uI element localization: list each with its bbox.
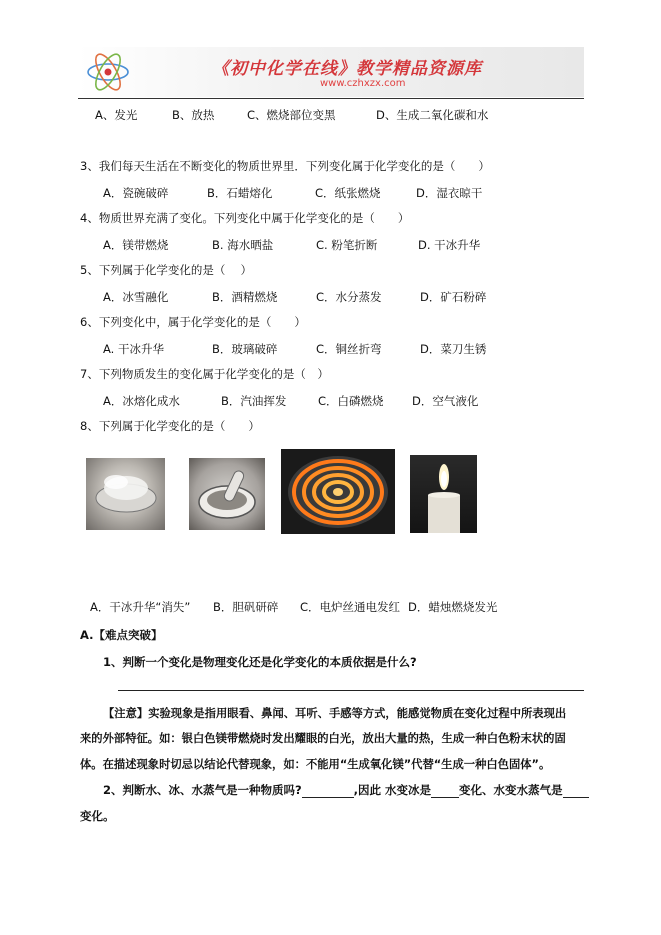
q7-option-d: D．空气液化 (412, 394, 479, 408)
q5-option-a: A．冰雪融化 (103, 290, 169, 304)
note-line-3: 体。在描述现象时切忌以结论代替现象，如：不能用“生成氧化镁”代替“生成一种白色固体”。 (80, 758, 551, 771)
q8-option-a: A．干冰升华“消失” (90, 600, 191, 614)
electric-stove-image (281, 449, 395, 534)
q6-option-b: B．玻璃破碎 (212, 342, 278, 356)
section-q1: 1、判断一个变化是物理变化还是化学变化的本质依据是什么? (103, 655, 417, 669)
q8-option-c: C．电炉丝通电发红 (300, 600, 401, 614)
q2-blank-2[interactable] (431, 785, 459, 798)
q5-option-c: C．水分蒸发 (316, 290, 382, 304)
dry-ice-image (86, 458, 165, 530)
q3-option-c: C．纸张燃烧 (315, 186, 381, 200)
q2-text-3: 变化、水变水蒸气是 (459, 783, 563, 797)
q6-option-d: D．菜刀生锈 (420, 342, 487, 356)
q-prev-option-c: C、燃烧部位变黑 (247, 108, 336, 122)
q8-stem: 8、下列属于化学变化的是（ ） (80, 419, 260, 433)
q3-stem: 3、我们每天生活在不断变化的物质世界里．下列变化属于化学变化的是（ ） (80, 159, 490, 173)
q6-option-c: C．铜丝折弯 (316, 342, 382, 356)
q2-text-2: ,因此 水变冰是 (353, 783, 432, 797)
q3-option-d: D．湿衣晾干 (416, 186, 483, 200)
q-prev-option-b: B、放热 (172, 108, 215, 122)
note-line-1: 【注意】实验现象是指用眼看、鼻闻、耳听、手感等方式，能感觉物质在变化过程中所表现出 (103, 707, 567, 720)
q-prev-option-d: D、生成二氧化碳和水 (376, 108, 489, 122)
q3-option-b: B．石蜡熔化 (207, 186, 273, 200)
q2-tail: 变化。 (80, 809, 115, 823)
section-q2 (103, 782, 589, 798)
answer-line (118, 690, 584, 691)
header-divider (78, 98, 584, 99)
brand-title: 《初中化学在线》教学精品资源库 (212, 59, 482, 79)
q2-text-1: 2、判断水、冰、水蒸气是一种物质吗? (103, 783, 302, 797)
section-heading: A.【难点突破】 (80, 628, 163, 642)
q6-option-a: A. 干冰升华 (103, 342, 164, 356)
q2-blank-3[interactable] (563, 785, 589, 798)
q6-stem: 6、下列变化中，属于化学变化的是（ ） (80, 315, 306, 329)
q7-option-c: C．白磷燃烧 (318, 394, 384, 408)
q5-option-b: B．酒精燃烧 (212, 290, 278, 304)
q4-option-a: A．镁带燃烧 (103, 238, 169, 252)
q7-option-b: B．汽油挥发 (221, 394, 287, 408)
site-url: www.czhxzx.com (320, 78, 406, 89)
q8-option-d: D．蜡烛燃烧发光 (408, 600, 498, 614)
atom-logo-icon (82, 51, 134, 93)
q2-blank-1[interactable] (302, 785, 354, 798)
q5-option-d: D．矿石粉碎 (420, 290, 487, 304)
q4-stem: 4、物质世界充满了变化。下列变化中属于化学变化的是（ ） (80, 211, 410, 225)
note-line-2: 来的外部特征。如：银白色镁带燃烧时发出耀眼的白光，放出大量的热，生成一种白色粉末状的固 (80, 732, 566, 745)
q4-option-c: C. 粉笔折断 (316, 238, 378, 252)
q5-stem: 5、下列属于化学变化的是（ ） (80, 263, 252, 277)
q4-option-d: D. 干冰升华 (418, 238, 481, 252)
candle-image (410, 455, 477, 533)
q4-option-b: B. 海水晒盐 (212, 238, 274, 252)
q8-option-b: B．胆矾研碎 (213, 600, 279, 614)
q7-option-a: A．冰熔化成水 (103, 394, 180, 408)
mortar-pestle-image (189, 458, 265, 530)
q3-option-a: A．瓷碗破碎 (103, 186, 169, 200)
q7-stem: 7、下列物质发生的变化属于化学变化的是（ ） (80, 367, 329, 381)
q-prev-option-a: A、发光 (95, 108, 138, 122)
